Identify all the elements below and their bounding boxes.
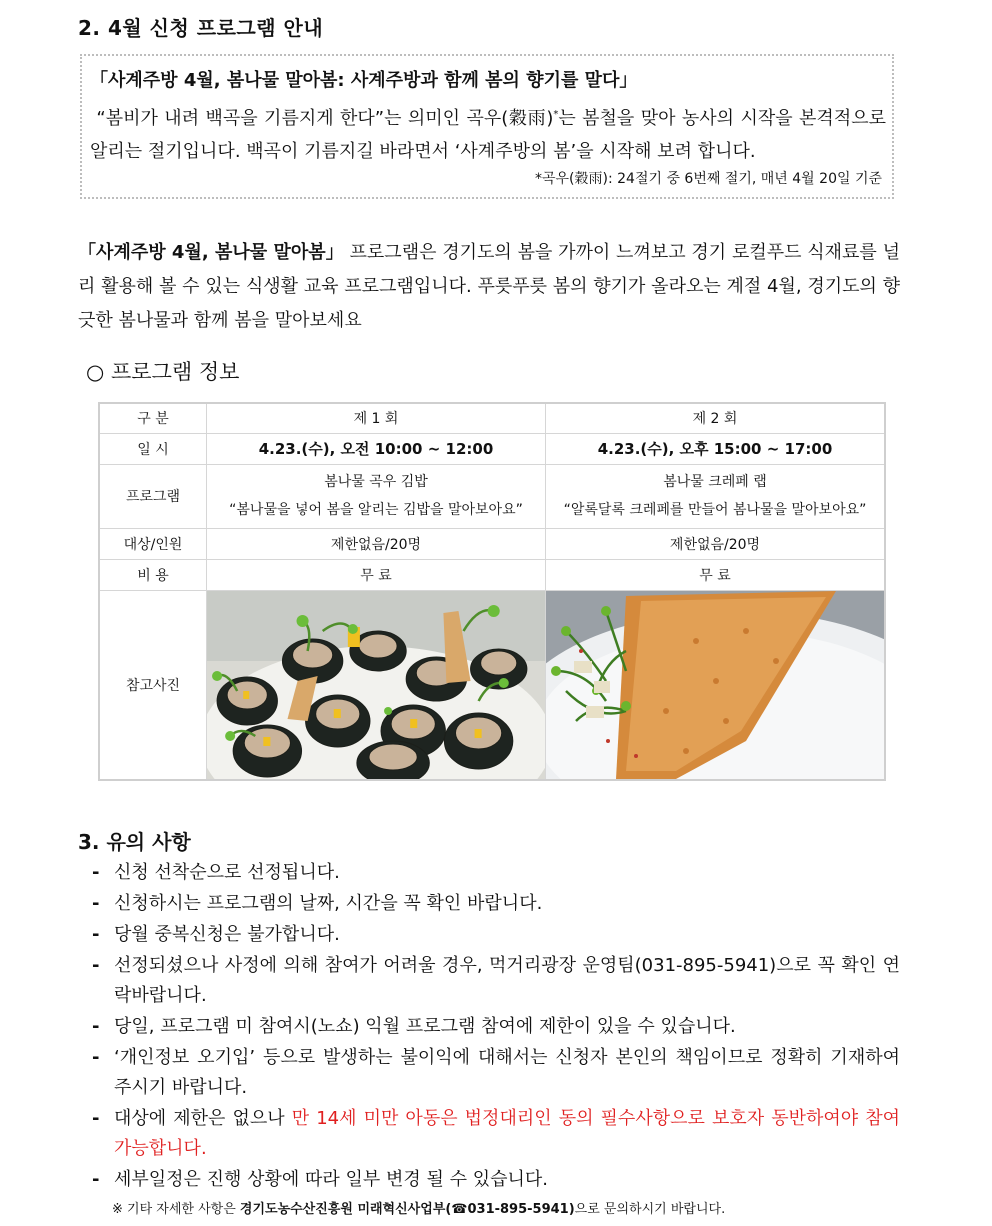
list-item: [92, 920, 900, 950]
session-2-program-desc: “알록달록 크레페를 만들어 봄나물을 말아보아요”: [563, 502, 867, 518]
list-item: [92, 889, 900, 919]
table-row-header: [99, 403, 885, 433]
program-info-table: [98, 402, 886, 781]
kimbap-photo: [207, 591, 545, 779]
session-1-datetime: 4.23.(수), 오전 10:00 ~ 12:00: [207, 433, 546, 464]
table-row-program: [99, 464, 885, 528]
session-1-header: 제 1 회: [207, 403, 546, 433]
list-item-text: 신청 선착순으로 선정됩니다.: [114, 862, 340, 883]
session-1-cost: 무 료: [207, 559, 546, 590]
list-bullet: -: [92, 955, 100, 976]
footnote-prefix: ※ 기타 자세한 사항은: [112, 1202, 240, 1217]
table-row-datetime: [99, 433, 885, 464]
session-1-program-desc: “봄나물을 넣어 봄을 알리는 김밥을 말아보아요”: [229, 502, 523, 518]
notice-box-title: 「사계주방 4월, 봄나물 말아봄: 사계주방과 함께 봄의 향기를 말다」: [90, 70, 638, 91]
list-item: [92, 858, 900, 888]
list-item-text: 신청하시는 프로그램의 날짜, 시간을 꼭 확인 바랍니다.: [114, 893, 543, 914]
label-target: 대상/인원: [99, 528, 207, 559]
list-item-highlight: 만 14세 미만 아동은 법정대리인 동의 필수사항으로 보호자 동반하여야 참여 가능합니다.: [114, 1108, 900, 1159]
footnote-contact: 경기도농수산진흥원 미래혁신사업부(☎031-895-5941): [239, 1202, 575, 1217]
session-2-header: 제 2 회: [546, 403, 886, 433]
intro-text: 프로그램은 경기도의 봄을 가까이 느껴보고 경기 로컬푸드 식재료를 널리 활용해 볼 수 있는 식생활 교육 프로그램입니다. 푸릇푸릇 봄의 향기가 올라오는 계절 4월, 경기도의 향긋한 봄나물과 함께 봄을 말아보세요: [78, 242, 900, 331]
list-bullet: -: [92, 1016, 100, 1037]
session-2-target: 제한없음/20명: [546, 528, 886, 559]
contact-footnote: [112, 1198, 725, 1217]
list-item-text: ‘개인정보 오기입’ 등으로 발생하는 불이익에 대해서는 신청자 본인의 책임이므로 정확히 기재하여 주시기 바랍니다.: [114, 1047, 900, 1098]
list-item-text: 당월 중복신청은 불가합니다.: [114, 924, 340, 945]
section-2-heading: 2. 4월 신청 프로그램 안내: [78, 16, 324, 40]
label-category: 구 분: [99, 403, 207, 433]
list-item: [92, 1012, 900, 1042]
session-2-datetime: 4.23.(수), 오후 15:00 ~ 17:00: [546, 433, 886, 464]
label-program: 프로그램: [99, 464, 207, 528]
section-3-heading: 3. 유의 사항: [78, 830, 191, 854]
list-item-text: 세부일정은 진행 상황에 따라 일부 변경 될 수 있습니다.: [114, 1169, 549, 1190]
notes-list: [92, 858, 900, 1196]
notice-paragraph-part-b: 는 봄철을 맞아 농사의 시작을 본격적으로 알리는 절기입니다. 백곡이 기름지길 바라면서 ‘사계주방의 봄’을 시작해 보려 합니다.: [90, 108, 886, 162]
list-item-text: 선정되셨으나 사정에 의해 참여가 어려울 경우, 먹거리광장 운영팀(031-895-5941)으로 꼭 확인 연락바랍니다.: [114, 955, 900, 1006]
list-item: [92, 1104, 900, 1164]
list-item-text: 당일, 프로그램 미 참여시(노쇼) 익월 프로그램 참여에 제한이 있을 수 있습니다.: [114, 1016, 736, 1037]
list-bullet: -: [92, 924, 100, 945]
intro-title: 「사계주방 4월, 봄나물 말아봄」: [78, 242, 344, 263]
intro-paragraph: [78, 236, 900, 338]
table-row-photo: [99, 590, 885, 780]
program-info-heading: ○ 프로그램 정보: [86, 360, 240, 384]
session-1-target: 제한없음/20명: [207, 528, 546, 559]
notice-paragraph-part-a: “봄비가 내려 백곡을 기름지게 한다”는 의미인 곡우(穀雨): [96, 108, 554, 129]
notice-footnote-marker: *: [553, 109, 559, 120]
list-item-text: 대상에 제한은 없으나: [114, 1108, 292, 1129]
list-bullet: -: [92, 1047, 100, 1068]
session-1-photo-cell: [207, 590, 546, 780]
list-item: [92, 1165, 900, 1195]
session-1-program: [207, 464, 546, 528]
notice-box-paragraph: [90, 98, 886, 168]
list-bullet: -: [92, 862, 100, 883]
list-bullet: -: [92, 1169, 100, 1190]
notice-box-footnote: *곡우(穀雨): 24절기 중 6번째 절기, 매년 4월 20일 기준: [535, 171, 882, 187]
crepe-photo: [546, 591, 884, 779]
label-cost: 비 용: [99, 559, 207, 590]
session-2-program-name: 봄나물 크레페 랩: [663, 474, 767, 490]
session-2-program: [546, 464, 886, 528]
session-1-program-name: 봄나물 곡우 김밥: [324, 474, 428, 490]
session-2-photo-cell: [546, 590, 886, 780]
list-bullet: -: [92, 1108, 100, 1129]
session-2-cost: 무 료: [546, 559, 886, 590]
notice-box: [80, 54, 894, 199]
label-photo: 참고사진: [99, 590, 207, 780]
table-row-cost: [99, 559, 885, 590]
list-item: [92, 951, 900, 1011]
table-row-target: [99, 528, 885, 559]
list-item: [92, 1043, 900, 1103]
list-bullet: -: [92, 893, 100, 914]
label-datetime: 일 시: [99, 433, 207, 464]
footnote-suffix: 으로 문의하시기 바랍니다.: [574, 1202, 726, 1217]
